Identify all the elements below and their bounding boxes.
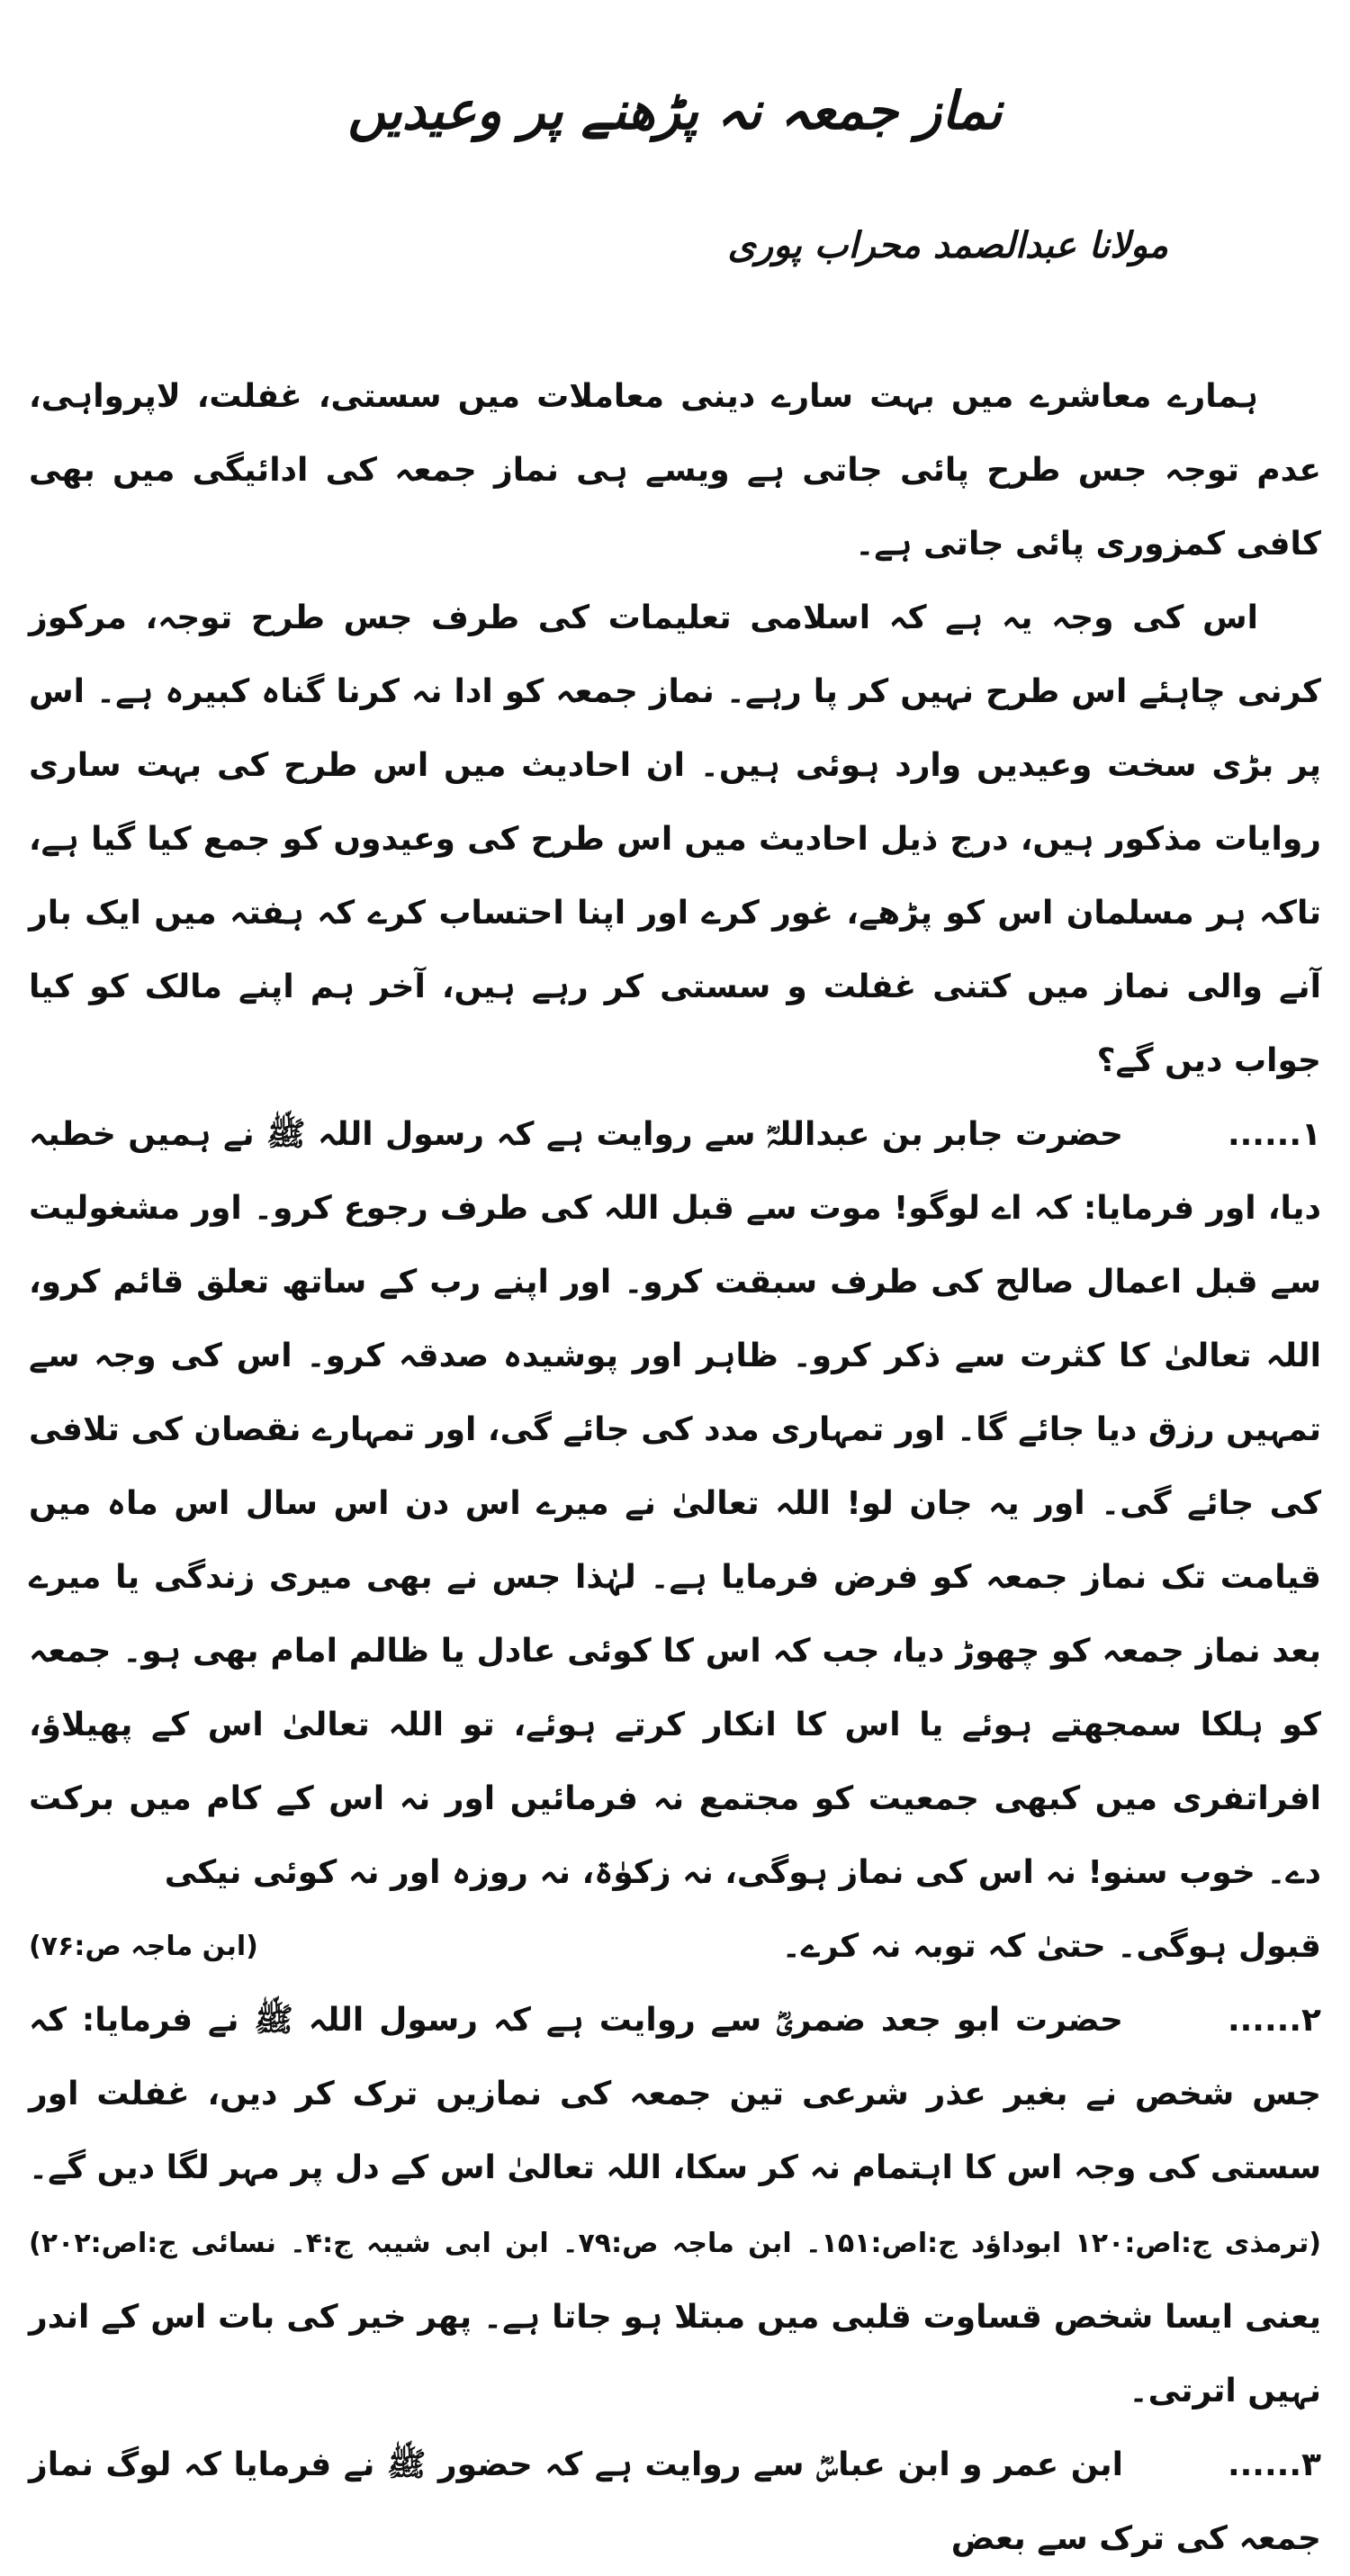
hadith-2 bbox=[29, 1984, 1321, 2428]
intro-paragraph: ہمارے معاشرے میں بہت سارے دینی معاملات میں سستی، غفلت، لاپرواہی، عدم توجہ جس طرح پائی جاتی ہے ویسے ہی نماز جمعہ کی ادائیگی میں بھی کافی کمزوری پائی جاتی ہے۔ bbox=[29, 378, 1321, 563]
hadith-reference: (ابن ماجہ ص:۷۶) bbox=[29, 1931, 258, 1962]
hadith-number: ۱...... bbox=[1227, 1116, 1321, 1153]
intro-paragraph: اس کی وجہ یہ ہے کہ اسلامی تعلیمات کی طرف جس طرح توجہ، مرکوز کرنی چاہئے اس طرح نہیں کر پا رہے۔ نماز جمعہ کو ادا نہ کرنا گناہ کبیرہ ہے۔ اس پر بڑی سخت وعیدیں وارد ہوئی ہیں۔ ان احادیث میں اس طرح کی بہت ساری روایات مذکور ہیں، درج ذیل احادیث میں اس طرح کی وعیدوں کو جمع کیا گیا ہے، تاکہ ہر مسلمان اس کو پڑھے، غور کرے اور اپنا احتساب کرے کہ ہفتہ میں ایک بار آنے والی نماز میں کتنی غفلت و سستی کر رہے ہیں، آخر ہم اپنے مالک کو کیا جواب دیں گے؟ bbox=[29, 599, 1321, 1079]
hadith-body: ابن عمر و ابن عباسؓ سے روایت ہے کہ حضور ﷺ نے فرمایا کہ لوگ نماز جمعہ کی ترک سے بعض bbox=[29, 2446, 1321, 2557]
hadith-text bbox=[29, 1984, 1321, 2428]
hadith-body: حضرت ابو جعد ضمریؓ سے روایت ہے کہ رسول اللہ ﷺ نے فرمایا: کہ جس شخص نے بغیر عذر شرعی تین جمعہ کی نمازیں ترک کر دیں، غفلت اور سستی کی وجہ اس کا اہتمام نہ کر سکا، اللہ تعالیٰ اس کے دل پر مہر لگا دیں گے۔ bbox=[29, 2002, 1321, 2186]
hadith-3 bbox=[29, 2428, 1321, 2576]
hadith-closing-line bbox=[29, 1910, 1321, 1984]
hadith-number: ۳...... bbox=[1227, 2446, 1321, 2483]
hadith-commentary: یعنی ایسا شخص قساوت قلبی میں مبتلا ہو جاتا ہے۔ پھر خیر کی بات اس کے اندر نہیں اترتی۔ bbox=[29, 2299, 1321, 2409]
hadith-1 bbox=[29, 1098, 1321, 1984]
hadith-number: ۲...... bbox=[1227, 2002, 1321, 2039]
hadith-text bbox=[29, 1098, 1321, 1910]
page-title: نماز جمعہ نہ پڑھنے پر وعیدیں bbox=[347, 80, 1003, 141]
hadith-closing-text: قبول ہوگی۔ حتیٰ کہ توبہ نہ کرے۔ bbox=[781, 1928, 1321, 1965]
hadith-reference: (ترمذی ج:اص:۱۲۰ ابوداؤد ج:اص:۱۵۱۔ ابن ماجہ ص:۷۹۔ ابن ابی شیبہ ج:۴۔ نسائی ج:اص:۲۰۲) bbox=[29, 2228, 1321, 2259]
hadith-text bbox=[29, 2428, 1321, 2576]
hadith-body: حضرت جابر بن عبداللہؓ سے روایت ہے کہ رسول اللہ ﷺ نے ہمیں خطبہ دیا، اور فرمایا: کہ اے لوگو! موت سے قبل اللہ کی طرف رجوع کرو۔ اور مشغولیت سے قبل اعمال صالح کی طرف سبقت کرو۔ اور اپنے رب کے ساتھ تعلق قائم کرو، اللہ تعالیٰ کا کثرت سے ذکر کرو۔ ظاہر اور پوشیدہ صدقہ کرو۔ اس کی وجہ سے تمہیں رزق دیا جائے گا۔ اور تمہاری مدد کی جائے گی، اور تمہارے نقصان کی تلافی کی جائے گی۔ اور یہ جان لو! اللہ تعالیٰ نے میرے اس دن اس سال اس ماہ میں قیامت تک نماز جمعہ کو فرض فرمایا ہے۔ لہٰذا جس نے بھی میری زندگی یا میرے بعد نماز جمعہ کو چھوڑ دیا، جب کہ اس کا کوئی عادل یا ظالم امام بھی ہو۔ جمعہ کو ہلکا سمجھتے ہوئے یا اس کا انکار کرتے ہوئے، تو اللہ تعالیٰ اس کے پھیلاؤ، افراتفری میں کبھی جمعیت کو مجتمع نہ فرمائیں اور نہ اس کے کام میں برکت دے۔ خوب سنو! نہ اس کی نماز ہوگی، نہ زکوٰۃ، نہ روزہ اور نہ کوئی نیکی bbox=[29, 1116, 1321, 1891]
author-name: مولانا عبدالصمد محراب پوری bbox=[727, 225, 1168, 266]
intro-section bbox=[29, 360, 1321, 1098]
